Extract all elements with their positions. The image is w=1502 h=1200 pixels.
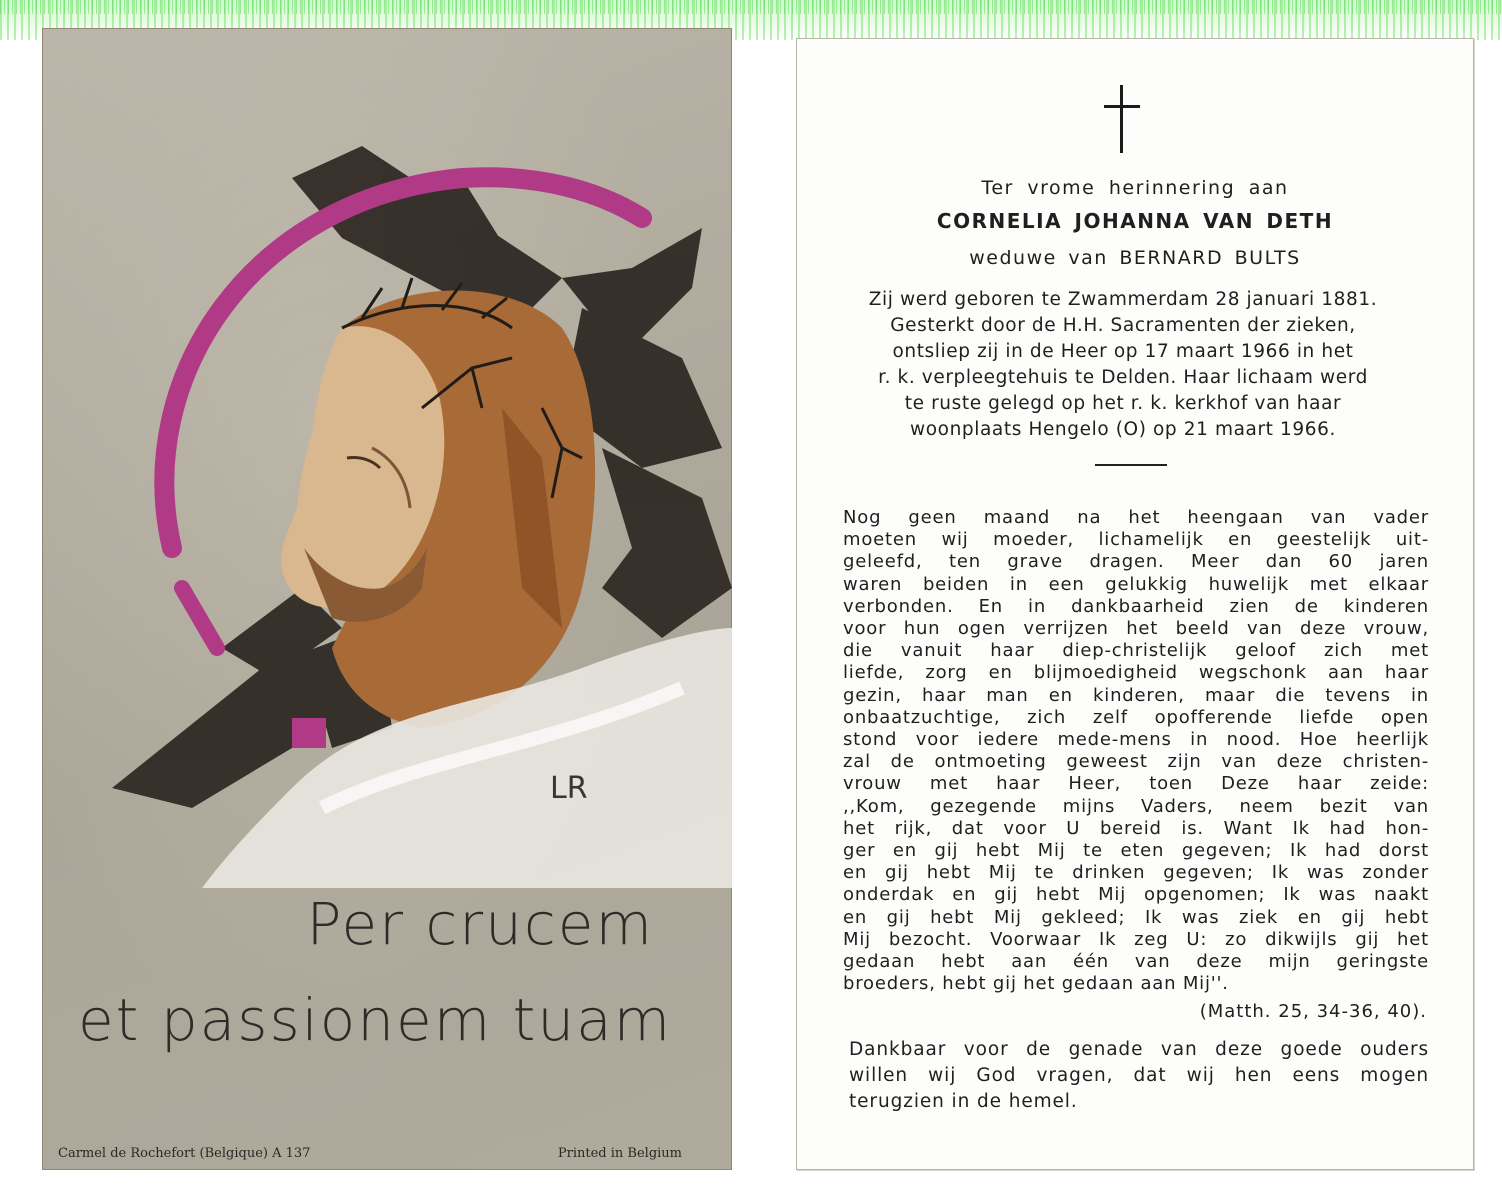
paragraph-line: voor hun ogen verrijzen het beeld van deze vrouw,	[843, 618, 1429, 640]
paragraph-line: onbaatzuchtige, zich zelf opofferende liefde open	[843, 706, 1429, 728]
paragraph-line: en gij hebt Mij gekleed; Ik was ziek en gij hebt	[843, 906, 1429, 928]
intro-text: Ter vrome herinnering aan	[981, 177, 1289, 199]
bio-line: Zij werd geboren te Zwammerdam 28 januari 1881.	[868, 289, 1378, 310]
publisher-note: Carmel de Rochefort (Belgique) A 137	[58, 1146, 311, 1161]
paragraph-line: Mij bezocht. Voorwaar Ik zeg U: zo dikwijls gij het	[843, 928, 1429, 950]
closing-line: terugzien in de hemel.	[849, 1091, 1078, 1112]
printed-note: Printed in Belgium	[557, 1146, 682, 1161]
paragraph-line: het rijk, dat voor U bereid is. Want Ik had hon-	[843, 817, 1429, 839]
card-front	[42, 28, 732, 1170]
paragraph-line: die vanuit haar diep-christelijk geloof zich met	[843, 640, 1429, 662]
motto-line-2: et passionem tuam	[78, 986, 673, 1054]
closing-line: Dankbaar voor de genade van deze goede ouders	[849, 1039, 1429, 1060]
biography	[835, 287, 1411, 443]
memorial-paragraph	[843, 507, 1429, 995]
bio-line: te ruste gelegd op het r. k. kerkhof van haar	[904, 393, 1342, 414]
paragraph-line: ger en gij hebt Mij te eten gegeven; Ik had dorst	[843, 840, 1429, 862]
paragraph-line: liefde, zorg en blijmoedigheid wegschonk aan haar	[843, 662, 1429, 684]
bio-line: woonplaats Hengelo (O) op 21 maart 1966.	[910, 419, 1336, 440]
scan-edge-highlight	[0, 0, 1502, 14]
paragraph-line: onderdak en gij hebt Mij opgenomen; Ik was naakt	[843, 884, 1429, 906]
deceased-name: CORNELIA JOHANNA VAN DETH	[936, 209, 1334, 233]
bio-line: ontsliep zij in de Heer op 17 maart 1966 in het	[892, 341, 1354, 362]
paragraph-line: geleefd, ten grave dragen. Meer dan 60 jaren	[843, 551, 1429, 573]
christ-illustration	[42, 28, 732, 888]
paragraph-line: ,,Kom, gezegende mijns Vaders, neem bezit van	[843, 795, 1429, 817]
cross-icon	[1101, 83, 1143, 155]
paragraph-line: vrouw met haar Heer, toen Deze haar zeide:	[843, 773, 1429, 795]
card-back	[796, 38, 1474, 1170]
section-divider	[1095, 464, 1167, 466]
bio-line: Gesterkt door de H.H. Sacramenten der zieken,	[890, 315, 1356, 336]
paragraph-line: moeten wij moeder, lichamelijk en geestelijk uit-	[843, 529, 1429, 551]
scripture-reference: (Matth. 25, 34-36, 40).	[1199, 1001, 1427, 1022]
paragraph-line: Nog geen maand na het heengaan van vader	[843, 507, 1429, 528]
paragraph-line: gezin, haar man en kinderen, maar die tevens in	[843, 684, 1429, 706]
closing-line: willen wij God vragen, dat wij hen eens mogen	[849, 1065, 1429, 1086]
closing-text	[849, 1037, 1429, 1115]
paragraph-line: verbonden. En in dankbaarheid zien de kinderen	[843, 595, 1429, 617]
widow-of-text: weduwe van BERNARD BULTS	[969, 247, 1301, 269]
motto-line-1: Per crucem	[306, 890, 654, 958]
bio-line: r. k. verpleegtehuis te Delden. Haar lichaam werd	[878, 367, 1368, 388]
artist-monogram: LR	[550, 771, 588, 806]
paragraph-line: zal de ontmoeting geweest zijn van deze christen-	[843, 751, 1429, 773]
paragraph-line: en gij hebt Mij te drinken gegeven; Ik was zonder	[843, 862, 1429, 884]
paragraph-line: broeders, hebt gij het gedaan aan Mij''.	[843, 973, 1229, 995]
paragraph-line: waren beiden in een gelukkig huwelijk met elkaar	[843, 573, 1429, 595]
paragraph-line: gedaan hebt aan één van deze mijn geringste	[843, 951, 1429, 973]
paragraph-line: stond voor iedere mede-mens in nood. Hoe heerlijk	[843, 729, 1429, 751]
